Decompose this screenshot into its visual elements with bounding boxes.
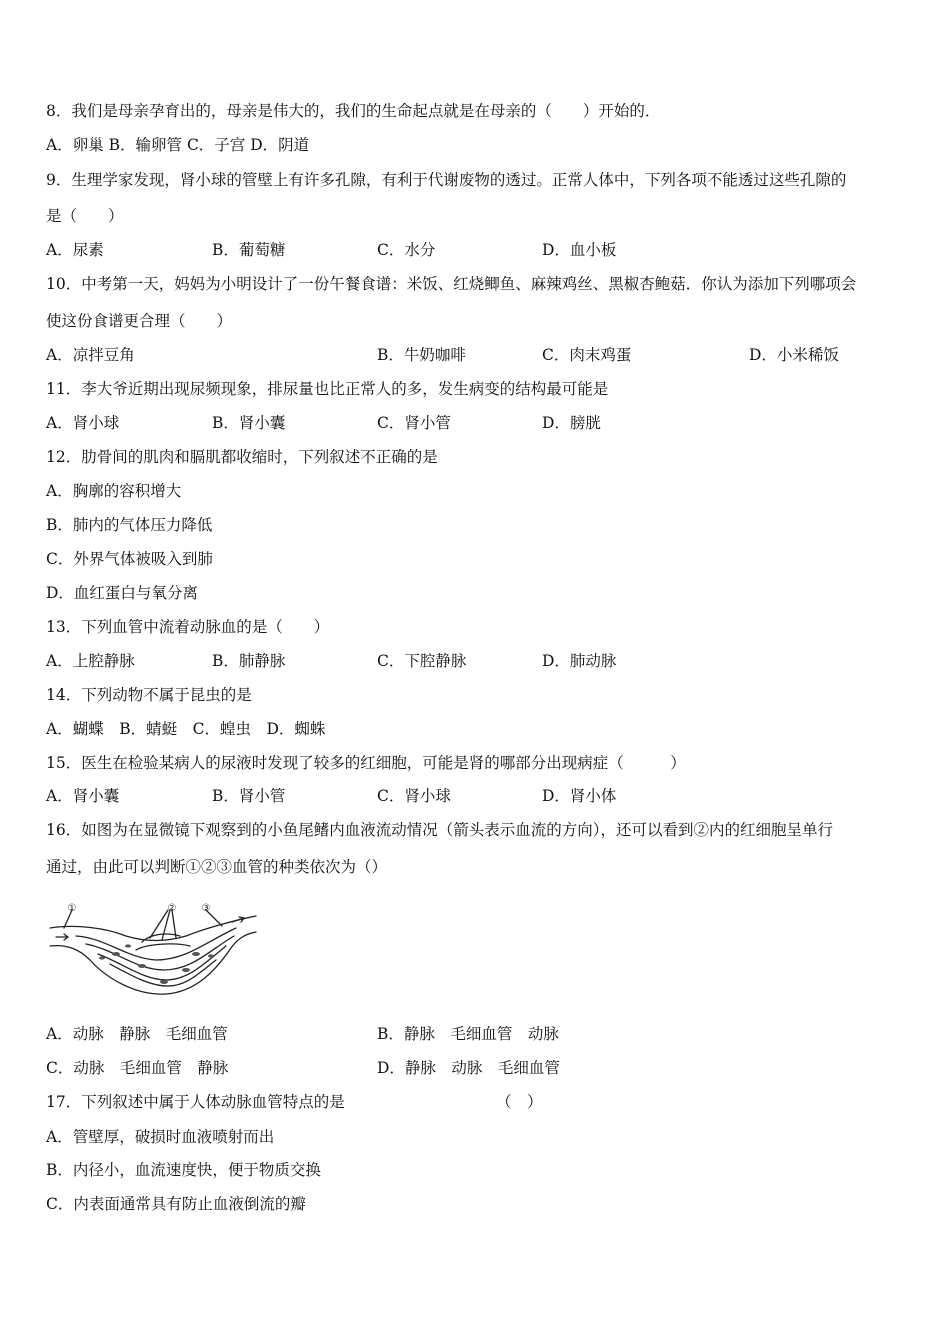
- question-17-option-b: B．内径小，血流速度快，便于物质交换: [46, 1161, 321, 1179]
- question-16-option-a: A．动脉 静脉 毛细血管: [46, 1025, 228, 1043]
- question-14-options: A．蝴蝶 B．蜻蜓 C．蝗虫 D．蜘蛛: [46, 720, 326, 738]
- question-11-option-d: D．膀胱: [542, 414, 601, 432]
- question-16-option-b: B．静脉 毛细血管 动脉: [377, 1025, 559, 1043]
- question-8-stem: 8．我们是母亲孕育出的，母亲是伟大的，我们的生命起点就是在母亲的（ ）开始的．: [46, 102, 661, 120]
- question-16-option-d: D．静脉 动脉 毛细血管: [377, 1059, 560, 1077]
- question-8-options: A．卵巢 B．输卵管 C．子宫 D．阴道: [46, 136, 310, 154]
- question-13-stem: 13．下列血管中流着动脉血的是（ ）: [46, 618, 330, 636]
- question-17-option-c: C．内表面通常具有防止血液倒流的瓣: [46, 1195, 306, 1213]
- question-9-stem-line2: 是（ ）: [46, 207, 124, 225]
- question-15-option-a: A．肾小囊: [46, 787, 120, 805]
- question-12-option-c: C．外界气体被吸入到肺: [46, 550, 213, 568]
- question-17-option-a: A．管壁厚，破损时血液喷射而出: [46, 1128, 275, 1146]
- question-13-option-d: D．肺动脉: [542, 652, 617, 670]
- question-9-option-a: A．尿素: [46, 241, 104, 259]
- figure-label-3: ③: [201, 903, 211, 914]
- question-9-option-d: D．血小板: [542, 241, 617, 259]
- question-11-option-a: A．肾小球: [46, 414, 120, 432]
- question-10-option-b: B．牛奶咖啡: [377, 346, 466, 364]
- question-11-option-b: B．肾小囊: [212, 414, 286, 432]
- question-15-option-b: B．肾小管: [212, 787, 286, 805]
- figure-label-1: ①: [67, 903, 77, 914]
- question-16-option-c: C．动脉 毛细血管 静脉: [46, 1059, 229, 1077]
- question-11-option-c: C．肾小管: [377, 414, 451, 432]
- question-15-stem: 15．医生在检验某病人的尿液时发现了较多的红细胞，可能是肾的哪部分出现病症（ ）: [46, 754, 686, 772]
- question-9-option-b: B．葡萄糖: [212, 241, 286, 259]
- question-10-stem-line1: 10．中考第一天，妈妈为小明设计了一份午餐食谱：米饭、红烧鲫鱼、麻辣鸡丝、黑椒杏鲍菇．你认为添加下列哪项会: [46, 275, 857, 293]
- question-16-stem-line1: 16．如图为在显微镜下观察到的小鱼尾鳍内血液流动情况（箭头表示血流的方向），还可以看到②内的红细胞呈单行: [46, 821, 833, 839]
- question-12-stem: 12．肋骨间的肌肉和膈肌都收缩时，下列叙述不正确的是: [46, 448, 438, 466]
- question-10-option-a: A．凉拌豆角: [46, 346, 135, 364]
- question-13-option-a: A．上腔静脉: [46, 652, 135, 670]
- question-10-stem-line2: 使这份食谱更合理（ ）: [46, 312, 233, 330]
- question-9-option-c: C．水分: [377, 241, 436, 259]
- question-17-blank: （ ）: [496, 1093, 543, 1111]
- question-13-option-c: C．下腔静脉: [377, 652, 467, 670]
- question-15-option-c: C．肾小球: [377, 787, 451, 805]
- blood-vessel-figure: [46, 898, 261, 1000]
- question-12-option-b: B．肺内的气体压力降低: [46, 516, 213, 534]
- question-9-stem-line1: 9．生理学家发现，肾小球的管壁上有许多孔隙，有利于代谢废物的透过。正常人体中，下列各项不能透过这些孔隙的: [46, 171, 847, 189]
- question-12-option-d: D．血红蛋白与氧分离: [46, 584, 198, 602]
- question-17-stem: 17．下列叙述中属于人体动脉血管特点的是: [46, 1093, 345, 1111]
- question-13-option-b: B．肺静脉: [212, 652, 286, 670]
- question-14-stem: 14．下列动物不属于昆虫的是: [46, 686, 252, 704]
- question-10-option-d: D．小米稀饭: [749, 346, 839, 364]
- question-12-option-a: A．胸廓的容积增大: [46, 482, 182, 500]
- question-16-stem-line2: 通过，由此可以判断①②③血管的种类依次为（）: [46, 858, 388, 876]
- question-11-stem: 11．李大爷近期出现尿频现象，排尿量也比正常人的多，发生病变的结构最可能是: [46, 380, 609, 398]
- question-10-option-c: C．肉末鸡蛋: [542, 346, 632, 364]
- question-15-option-d: D．肾小体: [542, 787, 617, 805]
- figure-label-2: ②: [167, 903, 177, 914]
